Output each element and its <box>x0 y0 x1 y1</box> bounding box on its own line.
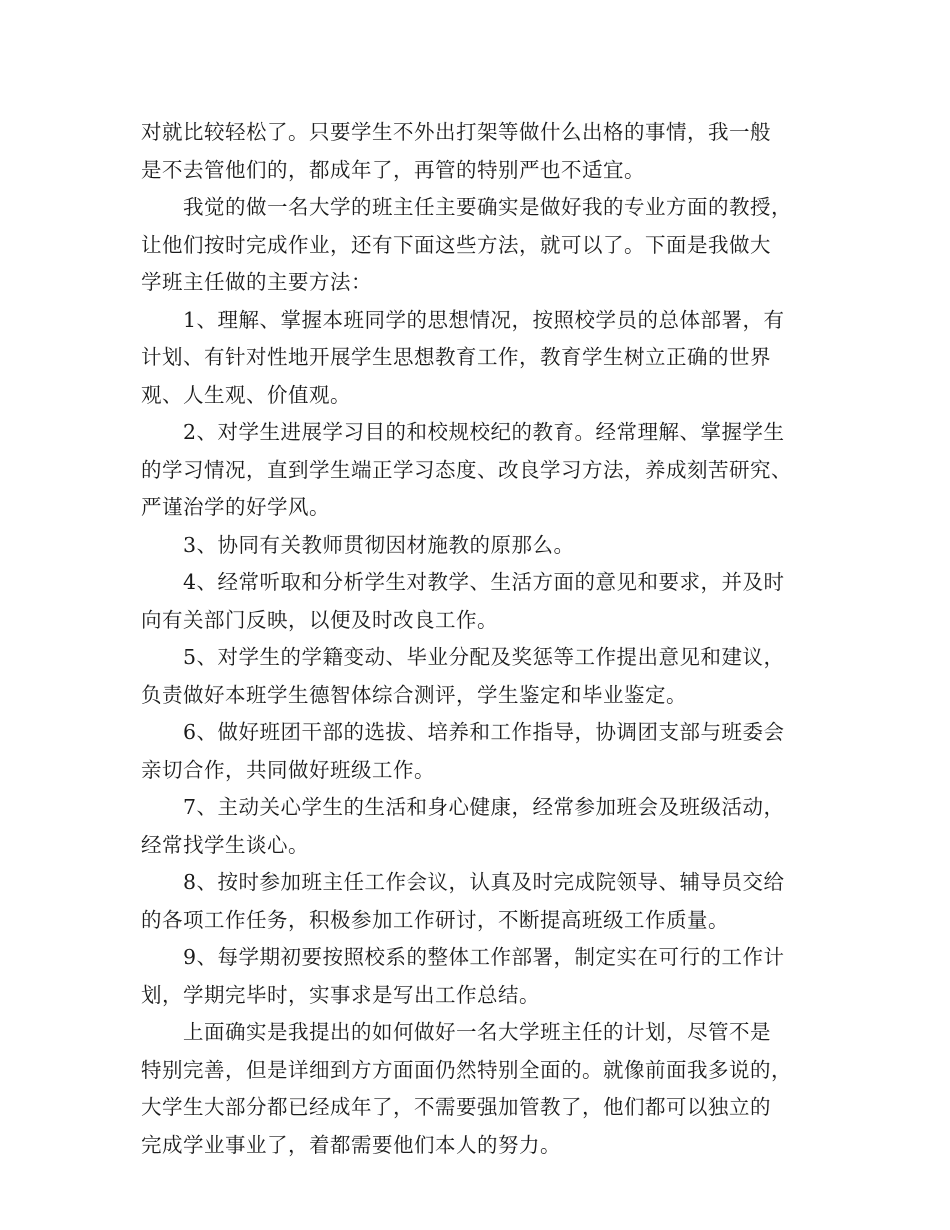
list-item-2 <box>141 414 813 527</box>
text-line: 特别完善，但是详细到方方面面仍然特别全面的。就像前面我多说的， <box>141 1057 792 1082</box>
text-line: 观、人生观、价值观。 <box>141 382 351 407</box>
text-line: 向有关部门反映，以便及时改良工作。 <box>141 607 498 632</box>
paragraph <box>141 189 813 302</box>
list-item-6 <box>141 714 813 789</box>
text-line: 8、按时参加班主任工作会议，认真及时完成院领导、辅导员交给 <box>183 870 785 894</box>
text-line: 9、每学期初要按照校系的整体工作部署，制定实在可行的工作计 <box>183 945 785 969</box>
text-line: 对就比较轻松了。只要学生不外出打架等做什么出格的事情，我一般 <box>141 120 771 144</box>
text-line: 负责做好本班学生德智体综合测评，学生鉴定和毕业鉴定。 <box>141 682 687 707</box>
text-line: 6、做好班团干部的选拔、培养和工作指导，协调团支部与班委会 <box>183 720 785 744</box>
list-item-1 <box>141 302 813 415</box>
text-line: 经常找学生谈心。 <box>141 832 309 857</box>
list-item-8 <box>141 864 813 939</box>
list-item-9 <box>141 939 813 1014</box>
document-body <box>141 114 813 1164</box>
text-line: 的学习情况，直到学生端正学习态度、改良学习方法，养成刻苦研究、 <box>141 457 792 482</box>
text-line: 我觉的做一名大学的班主任主要确实是做好我的专业方面的教授， <box>183 195 792 219</box>
text-line: 3、协同有关教师贯彻因材施教的原那么。 <box>183 532 575 557</box>
text-line: 是不去管他们的，都成年了，再管的特别严也不适宜。 <box>141 157 645 182</box>
list-item-4 <box>141 564 813 639</box>
text-line: 完成学业事业了，着都需要他们本人的努力。 <box>141 1132 561 1157</box>
text-line: 划，学期完毕时，实事求是写出工作总结。 <box>141 982 540 1007</box>
text-line: 2、对学生进展学习目的和校规校纪的教育。经常理解、掌握学生 <box>183 420 785 444</box>
text-line: 7、主动关心学生的生活和身心健康，经常参加班会及班级活动， <box>183 795 785 819</box>
list-item-7 <box>141 789 813 864</box>
text-line: 上面确实是我提出的如何做好一名大学班主任的计划，尽管不是 <box>183 1020 771 1044</box>
text-line: 1、理解、掌握本班同学的思想情况，按照校学员的总体部署，有 <box>183 307 785 332</box>
text-line: 4、经常听取和分析学生对教学、生活方面的意见和要求，并及时 <box>183 570 785 594</box>
text-line: 5、对学生的学籍变动、毕业分配及奖惩等工作提出意见和建议， <box>183 645 785 669</box>
list-item-5 <box>141 639 813 714</box>
text-line: 大学生大部分都已经成年了，不需要强加管教了，他们都可以独立的 <box>141 1095 771 1119</box>
list-item-3 <box>141 527 813 565</box>
text-line: 计划、有针对性地开展学生思想教育工作，教育学生树立正确的世界 <box>141 345 771 369</box>
text-line: 亲切合作，共同做好班级工作。 <box>141 757 435 782</box>
paragraph <box>141 114 813 189</box>
closing-paragraph <box>141 1014 813 1164</box>
text-line: 让他们按时完成作业，还有下面这些方法，就可以了。下面是我做大 <box>141 232 771 257</box>
text-line: 学班主任做的主要方法： <box>141 270 372 294</box>
text-line: 的各项工作任务，积极参加工作研讨，不断提高班级工作质量。 <box>141 907 729 932</box>
text-line: 严谨治学的好学风。 <box>141 495 330 519</box>
